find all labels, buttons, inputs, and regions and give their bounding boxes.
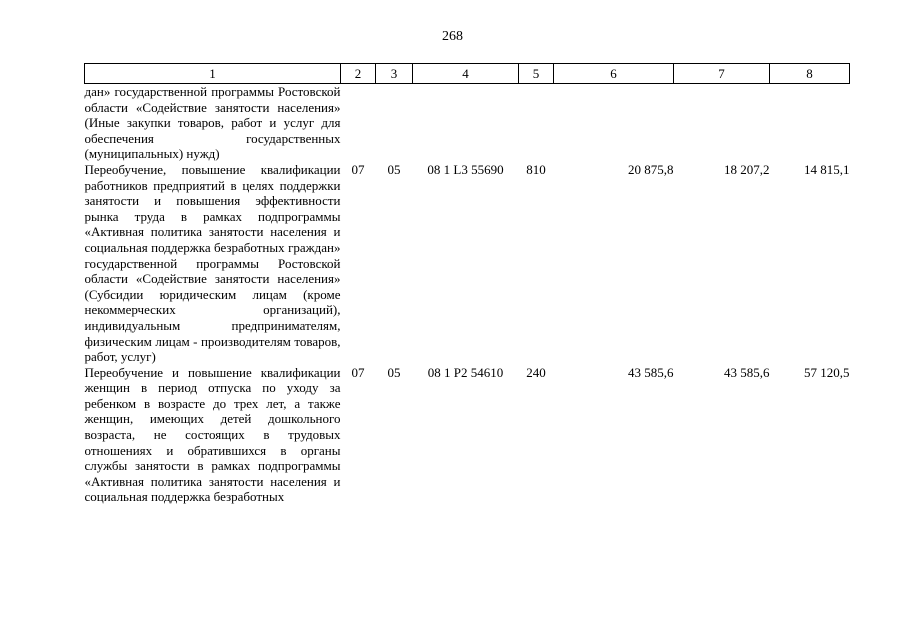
row-sum-1 bbox=[554, 84, 674, 162]
row-description: Переобучение и повышение квалификации женщин в период отпуска по уходу за ребенком в возрасте до трех лет, а также женщин, имеющих детей дошкольного возраста, не состоящих в трудовых отношениях и обратившихся в органы службы занятости в рамках подпрограммы «Активная политика занятости населения и социальная поддержка безработных bbox=[84, 364, 341, 505]
row-sum-2 bbox=[674, 84, 770, 162]
row-vr: 810 bbox=[526, 161, 546, 177]
row-vr bbox=[519, 84, 554, 162]
page-number: 268 bbox=[442, 29, 463, 44]
row-razdel bbox=[341, 84, 376, 162]
column-header: 3 bbox=[376, 64, 413, 84]
column-header: 2 bbox=[341, 64, 376, 84]
row-sum-2: 43 585,6 bbox=[724, 364, 770, 380]
row-sum-3: 57 120,5 bbox=[804, 364, 850, 380]
row-razdel: 07 bbox=[351, 161, 365, 177]
row-description: дан» государственной программы Ростовской области «Содействие занятости населения» (Иные закупки товаров, работ и услуг для обеспечения государственных (муниципальных) нужд) bbox=[84, 84, 341, 162]
budget-table bbox=[84, 63, 850, 505]
table-row bbox=[85, 162, 850, 365]
row-podrazdel: 05 bbox=[387, 364, 401, 380]
column-header: 6 bbox=[554, 64, 674, 84]
table-row bbox=[85, 84, 850, 162]
row-csr bbox=[413, 84, 519, 162]
table-row bbox=[85, 365, 850, 505]
row-sum-1: 43 585,6 bbox=[628, 364, 674, 380]
row-sum-3: 14 815,1 bbox=[804, 161, 850, 177]
table-header-row bbox=[85, 64, 850, 84]
row-vr: 240 bbox=[526, 364, 546, 380]
column-header: 5 bbox=[519, 64, 554, 84]
row-csr: 08 1 P2 54610 bbox=[427, 364, 504, 380]
row-description: Переобучение, повышение квалификации работников предприятий в целях поддержки занятости и повышения эффективности рынка труда в рамках подпрограммы «Активная политика занятости населения и социальная поддержка безработных граждан» государственной программы Ростовской области «Содействие занятости населения» (Субсидии юридическим лицам (кроме некоммерческих организаций), индивидуальным предпринимателям, физическим лицам - производителям товаров, работ, услуг) bbox=[84, 161, 341, 365]
column-header: 8 bbox=[770, 64, 850, 84]
row-sum-1: 20 875,8 bbox=[628, 161, 674, 177]
column-header: 7 bbox=[674, 64, 770, 84]
column-header: 4 bbox=[413, 64, 519, 84]
row-razdel: 07 bbox=[351, 364, 365, 380]
row-sum-3 bbox=[770, 84, 850, 162]
row-podrazdel: 05 bbox=[387, 161, 401, 177]
column-header: 1 bbox=[85, 64, 341, 84]
row-podrazdel bbox=[376, 84, 413, 162]
row-csr: 08 1 L3 55690 bbox=[427, 161, 504, 177]
row-sum-2: 18 207,2 bbox=[724, 161, 770, 177]
